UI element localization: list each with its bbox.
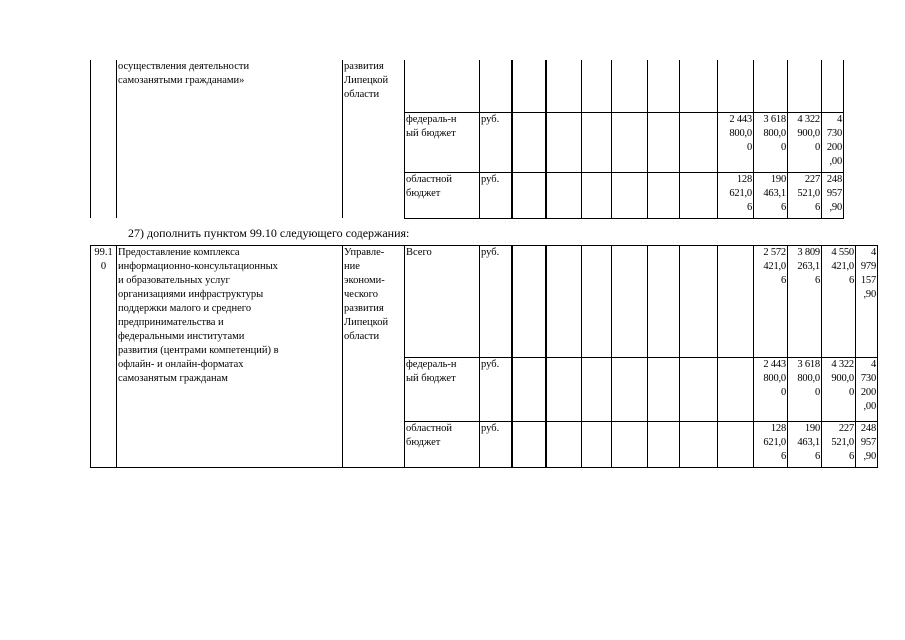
unit-cell: руб. xyxy=(480,172,512,218)
value-cell xyxy=(754,60,788,112)
empty-cell xyxy=(718,246,754,358)
empty-cell xyxy=(546,112,582,172)
empty-cell xyxy=(512,422,546,468)
value-cell: 4 730 200 ,00 xyxy=(822,112,844,172)
value-cell: 2 443 800,0 0 xyxy=(718,112,754,172)
value-cell: 248 957 ,90 xyxy=(822,172,844,218)
table-9910 xyxy=(90,245,878,468)
empty-cell xyxy=(546,358,582,422)
empty-cell xyxy=(612,172,648,218)
source-cell: областной бюджет xyxy=(405,172,480,218)
empty-cell xyxy=(546,172,582,218)
empty-cell xyxy=(582,358,612,422)
source-cell: федераль-н ый бюджет xyxy=(405,112,480,172)
empty-cell xyxy=(512,60,546,112)
empty-cell xyxy=(582,112,612,172)
number-cell xyxy=(91,60,117,218)
unit-cell: руб. xyxy=(480,422,512,468)
value-cell: 4 550 421,0 6 xyxy=(822,246,856,358)
value-cell: 128 621,0 6 xyxy=(718,172,754,218)
empty-cell xyxy=(612,422,648,468)
value-cell: 4 730 200 ,00 xyxy=(856,358,878,422)
empty-cell xyxy=(718,60,754,112)
value-cell: 4 979 157 ,90 xyxy=(856,246,878,358)
empty-cell xyxy=(648,112,680,172)
empty-cell xyxy=(648,246,680,358)
value-cell: 2 443 800,0 0 xyxy=(754,358,788,422)
empty-cell xyxy=(680,422,718,468)
source-cell: федераль-н ый бюджет xyxy=(405,358,480,422)
empty-cell xyxy=(612,246,648,358)
budget-table-9910 xyxy=(90,245,878,468)
value-cell: 227 521,0 6 xyxy=(822,422,856,468)
empty-cell xyxy=(648,358,680,422)
empty-cell xyxy=(546,422,582,468)
empty-cell xyxy=(680,358,718,422)
unit-cell xyxy=(480,60,512,112)
value-cell: 190 463,1 6 xyxy=(754,172,788,218)
empty-cell xyxy=(680,246,718,358)
value-cell: 3 618 800,0 0 xyxy=(754,112,788,172)
value-cell: 248 957 ,90 xyxy=(856,422,878,468)
unit-cell: руб. xyxy=(480,246,512,358)
empty-cell xyxy=(582,246,612,358)
empty-cell xyxy=(718,422,754,468)
empty-cell xyxy=(718,358,754,422)
empty-cell xyxy=(546,60,582,112)
row-number: 99.1 0 xyxy=(91,246,117,468)
empty-cell xyxy=(680,112,718,172)
value-cell: 3 618 800,0 0 xyxy=(788,358,822,422)
value-cell xyxy=(822,60,844,112)
unit-cell: руб. xyxy=(480,112,512,172)
empty-cell xyxy=(612,358,648,422)
value-cell: 4 322 900,0 0 xyxy=(822,358,856,422)
empty-cell xyxy=(680,172,718,218)
source-cell: Всего xyxy=(405,246,480,358)
empty-cell xyxy=(512,358,546,422)
value-cell: 2 572 421,0 6 xyxy=(754,246,788,358)
budget-table-top xyxy=(90,60,844,219)
description-cell: Предоставление комплекса информационно-консультационных и образовательных услуг организациями инфраструктуры поддержки малого и среднего предпринимательства и федеральными институтами развития (центрами компетенций) в офлайн- и онлайн-форматах самозанятым гражданам xyxy=(117,246,343,468)
empty-cell xyxy=(546,246,582,358)
empty-cell xyxy=(612,112,648,172)
value-cell xyxy=(788,60,822,112)
value-cell: 3 809 263,1 6 xyxy=(788,246,822,358)
empty-cell xyxy=(512,246,546,358)
empty-cell xyxy=(582,172,612,218)
executor-cell: Управле- ние экономи- ческого развития Липецкой области xyxy=(343,246,405,468)
empty-cell xyxy=(612,60,648,112)
amendment-note: 27) дополнить пунктом 99.10 следующего содержания: xyxy=(128,226,410,240)
empty-cell xyxy=(648,422,680,468)
source-cell xyxy=(405,60,480,112)
value-cell: 128 621,0 6 xyxy=(754,422,788,468)
description-cell: осуществления деятельности самозанятыми гражданами» xyxy=(117,60,343,218)
empty-cell xyxy=(512,112,546,172)
value-cell: 4 322 900,0 0 xyxy=(788,112,822,172)
source-cell: областной бюджет xyxy=(405,422,480,468)
empty-cell xyxy=(648,60,680,112)
empty-cell xyxy=(512,172,546,218)
executor-cell: развития Липецкой области xyxy=(343,60,405,218)
value-cell: 227 521,0 6 xyxy=(788,172,822,218)
empty-cell xyxy=(582,422,612,468)
value-cell: 190 463,1 6 xyxy=(788,422,822,468)
empty-cell xyxy=(648,172,680,218)
unit-cell: руб. xyxy=(480,358,512,422)
empty-cell xyxy=(680,60,718,112)
table-continuation xyxy=(90,60,844,219)
empty-cell xyxy=(582,60,612,112)
